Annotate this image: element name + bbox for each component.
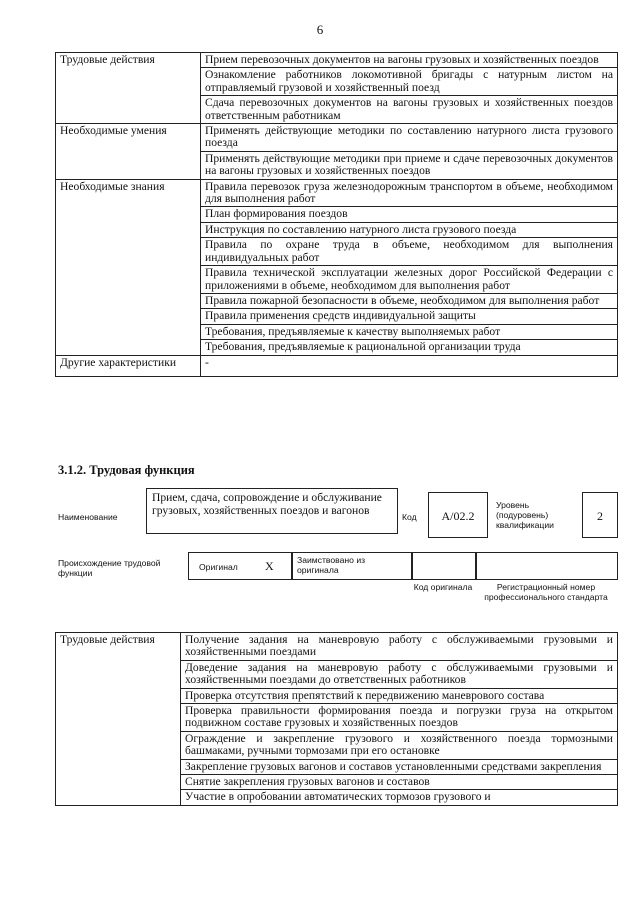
table-cell: Правила перевозок груза железнодорожным транспортом в объеме, необходимом для выполнения работ bbox=[201, 179, 618, 207]
original-mark: X bbox=[265, 559, 274, 573]
table-cell: Инструкция по составлению натурного листа грузового поезда bbox=[201, 222, 618, 237]
row-label: Другие характеристики bbox=[56, 355, 201, 376]
table-cell: Ограждение и закрепление грузового и хозяйственного поезда тормозными башмаками, ручными тормозами при его остановке bbox=[181, 731, 618, 759]
table-cell: Проверка правильности формирования поезда и погрузки груза на открытом подвижном составе грузовых и хозяйственных поездов bbox=[181, 704, 618, 732]
table-cell: Требования, предъявляемые к качеству выполняемых работ bbox=[201, 324, 618, 339]
original-box bbox=[188, 552, 292, 580]
table-cell: Правила по охране труда в объеме, необходимом для выполнения индивидуальных работ bbox=[201, 238, 618, 266]
table-row bbox=[56, 124, 618, 152]
table-cell: Сдача перевозочных документов на вагоны грузовых и хозяйственных поездов ответственным работникам bbox=[201, 96, 618, 124]
level-label: Уровень (подуровень) квалификации bbox=[496, 500, 554, 530]
level-value: 2 bbox=[597, 509, 603, 523]
table-cell: Требования, предъявляемые к рациональной организации труда bbox=[201, 340, 618, 355]
code-value: А/02.2 bbox=[441, 509, 475, 523]
borrowed-box bbox=[292, 552, 412, 580]
table-row bbox=[56, 355, 618, 376]
reg-number-caption: Регистрационный номер профессионального стандарта bbox=[484, 582, 608, 602]
section-heading: 3.1.2. Трудовая функция bbox=[58, 463, 195, 477]
table-cell: Правила применения средств индивидуальной защиты bbox=[201, 309, 618, 324]
page-number: 6 bbox=[316, 22, 324, 37]
table-row bbox=[56, 633, 618, 661]
origin-label: Происхождение трудовой функции bbox=[58, 558, 161, 578]
table-cell: Применять действующие методики по составлению натурного листа грузового поезда bbox=[201, 124, 618, 152]
table-cell: Доведение задания на маневровую работу с обслуживаемыми грузовыми и хозяйственными поездами до ответственных работников bbox=[181, 660, 618, 688]
table-cell: Проверка отсутствия препятствий к передвижению маневрового состава bbox=[181, 688, 618, 703]
requirements-table-bottom bbox=[55, 632, 618, 806]
table-cell: Получение задания на маневровую работу с обслуживаемыми грузовыми и хозяйственными поездами bbox=[181, 633, 618, 661]
reg-number-box bbox=[476, 552, 618, 580]
level-box bbox=[582, 492, 618, 538]
table-cell: План формирования поездов bbox=[201, 207, 618, 222]
table-cell: Правила пожарной безопасности в объеме, необходимом для выполнения работ bbox=[201, 293, 618, 308]
original-label: Оригинал bbox=[199, 562, 238, 572]
table-cell: - bbox=[201, 355, 618, 376]
function-name-value: Прием, сдача, сопровождение и обслуживание грузовых, хозяйственных поездов и вагонов bbox=[152, 491, 382, 517]
row-label: Необходимые умения bbox=[56, 124, 201, 180]
name-label: Наименование bbox=[58, 512, 118, 522]
code-box bbox=[428, 492, 488, 538]
table-cell: Прием перевозочных документов на вагоны грузовых и хозяйственных поездов bbox=[201, 53, 618, 68]
code-label: Код bbox=[402, 512, 417, 522]
code-original-box bbox=[412, 552, 476, 580]
table-cell: Закрепление грузовых вагонов и составов установленными средствами закрепления bbox=[181, 759, 618, 774]
requirements-table-top bbox=[55, 52, 618, 377]
table-cell: Снятие закрепления грузовых вагонов и составов bbox=[181, 775, 618, 790]
table-cell: Участие в опробовании автоматических тормозов грузового и bbox=[181, 790, 618, 805]
borrowed-label: Заимствовано из оригинала bbox=[297, 555, 366, 575]
table-cell: Ознакомление работников локомотивной бригады с натурным листом на отправляемый грузовой и хозяйственный поезд bbox=[201, 68, 618, 96]
table-row bbox=[56, 53, 618, 68]
function-name-box bbox=[146, 488, 398, 534]
row-label: Трудовые действия bbox=[56, 633, 181, 806]
table-cell: Применять действующие методики при приеме и сдаче перевозочных документов на вагоны грузовых и хозяйственных поездов bbox=[201, 151, 618, 179]
row-label: Трудовые действия bbox=[56, 53, 201, 124]
table-row bbox=[56, 179, 618, 207]
row-label: Необходимые знания bbox=[56, 179, 201, 355]
table-cell: Правила технической эксплуатации железных дорог Российской Федерации с приложениями в объеме, необходимом для выполнения работ bbox=[201, 266, 618, 294]
code-original-caption: Код оригинала bbox=[413, 582, 473, 592]
